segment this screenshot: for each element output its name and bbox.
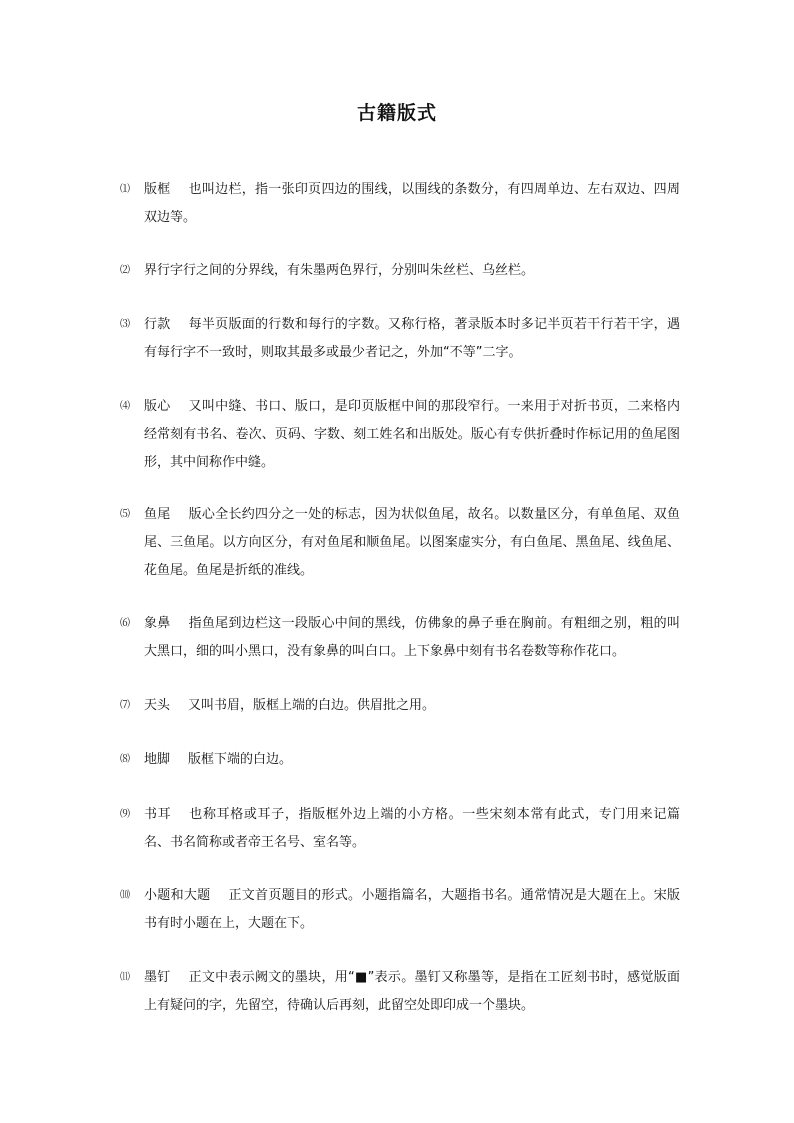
- entry-body: [144, 311, 680, 367]
- entry-number: ⑽: [120, 890, 130, 901]
- entry-text: 又叫中缝、书口、版口，是印页版框中间的那段窄行。一来用于对折书页，二来格内经常刻有书名、卷次、页码、字数、刻工姓名和出版处。版心有专供折叠时作标记用的鱼尾图形，其中间称作中缝。: [144, 399, 680, 470]
- entry-body: [144, 801, 680, 857]
- entry-number: ⑷: [120, 401, 130, 412]
- entry-body: [144, 176, 680, 232]
- entry-text: 版心全长约四分之一处的标志，因为状似鱼尾，故名。以数量区分，有单鱼尾、双鱼尾、三鱼尾。以方向区分，有对鱼尾和顺鱼尾。以图案虚实分，有白鱼尾、黑鱼尾、线鱼尾、花鱼尾。鱼尾是折纸的准线。: [144, 507, 680, 578]
- entry-text: 界行字行之间的分界线，有朱墨两色界行，分别叫朱丝栏、乌丝栏。: [144, 263, 535, 278]
- entry-number: ⑾: [120, 972, 130, 983]
- entry-body: [144, 964, 680, 1020]
- entry-body: [144, 746, 680, 774]
- entry-term: 鱼尾: [144, 507, 171, 522]
- entry-term: 地脚: [144, 752, 171, 767]
- entry-text: 指鱼尾到边栏这一段版心中间的黑线，仿佛象的鼻子垂在胸前。有粗细之别，粗的叫大黑口，细的叫小黑口，没有象鼻的叫白口。上下象鼻中刻有书名卷数等称作花口。: [144, 616, 680, 659]
- entry-term: 小题和大题: [144, 888, 211, 903]
- page-title: 古籍版式: [356, 102, 437, 124]
- entry-number: ⑻: [120, 754, 130, 765]
- entry-number: ⑹: [120, 618, 130, 629]
- entry-text: 正文中表示阙文的墨块，用“■”表示。墨钉又称墨等，是指在工匠刻书时，感觉版面上有疑问的字，先留空，待确认后再刻，此留空处即印成一个墨块。: [144, 970, 680, 1013]
- entry-term: 天头: [144, 698, 171, 713]
- entry-text: 也叫边栏，指一张印页四边的围线，以围线的条数分，有四周单边、左右双边、四周双边等。: [144, 182, 680, 225]
- entry-text: 也称耳格或耳子，指版框外边上端的小方格。一些宋刻本常有此式，专门用来记篇名、书名简称或者帝王名号、室名等。: [144, 807, 680, 850]
- entry-text: 每半页版面的行数和每行的字数。又称行格，著录版本时多记半页若干行若干字，遇有每行字不一致时，则取其最多或最少者记之，外加“不等”二字。: [144, 317, 680, 360]
- entry-number: ⑺: [120, 700, 130, 711]
- entry-term: 行款: [144, 317, 171, 332]
- entry-body: [144, 692, 680, 720]
- entry-term: 墨钉: [144, 970, 171, 985]
- entry-body: [144, 610, 680, 666]
- entry-number: ⑸: [120, 509, 130, 520]
- entry-term: 版心: [144, 399, 171, 414]
- entry-body: [144, 257, 680, 285]
- entry-text: 正文首页题目的形式。小题指篇名，大题指书名。通常情况是大题在上。宋版书有时小题在上，大题在下。: [144, 888, 680, 931]
- entry-number: ⑼: [120, 809, 130, 820]
- entry-term: 象鼻: [144, 616, 171, 631]
- entry-number: ⑶: [120, 319, 130, 330]
- entry-text: 又叫书眉，版框上端的白边。供眉批之用。: [188, 698, 436, 713]
- entry-number: ⑵: [120, 265, 130, 276]
- entry-body: [144, 882, 680, 938]
- entry-body: [144, 393, 680, 477]
- entry-term: 书耳: [144, 807, 172, 822]
- entry-term: 版框: [144, 182, 171, 197]
- entry-number: ⑴: [120, 184, 130, 195]
- entry-body: [144, 501, 680, 585]
- entry-text: 版框下端的白边。: [188, 752, 293, 767]
